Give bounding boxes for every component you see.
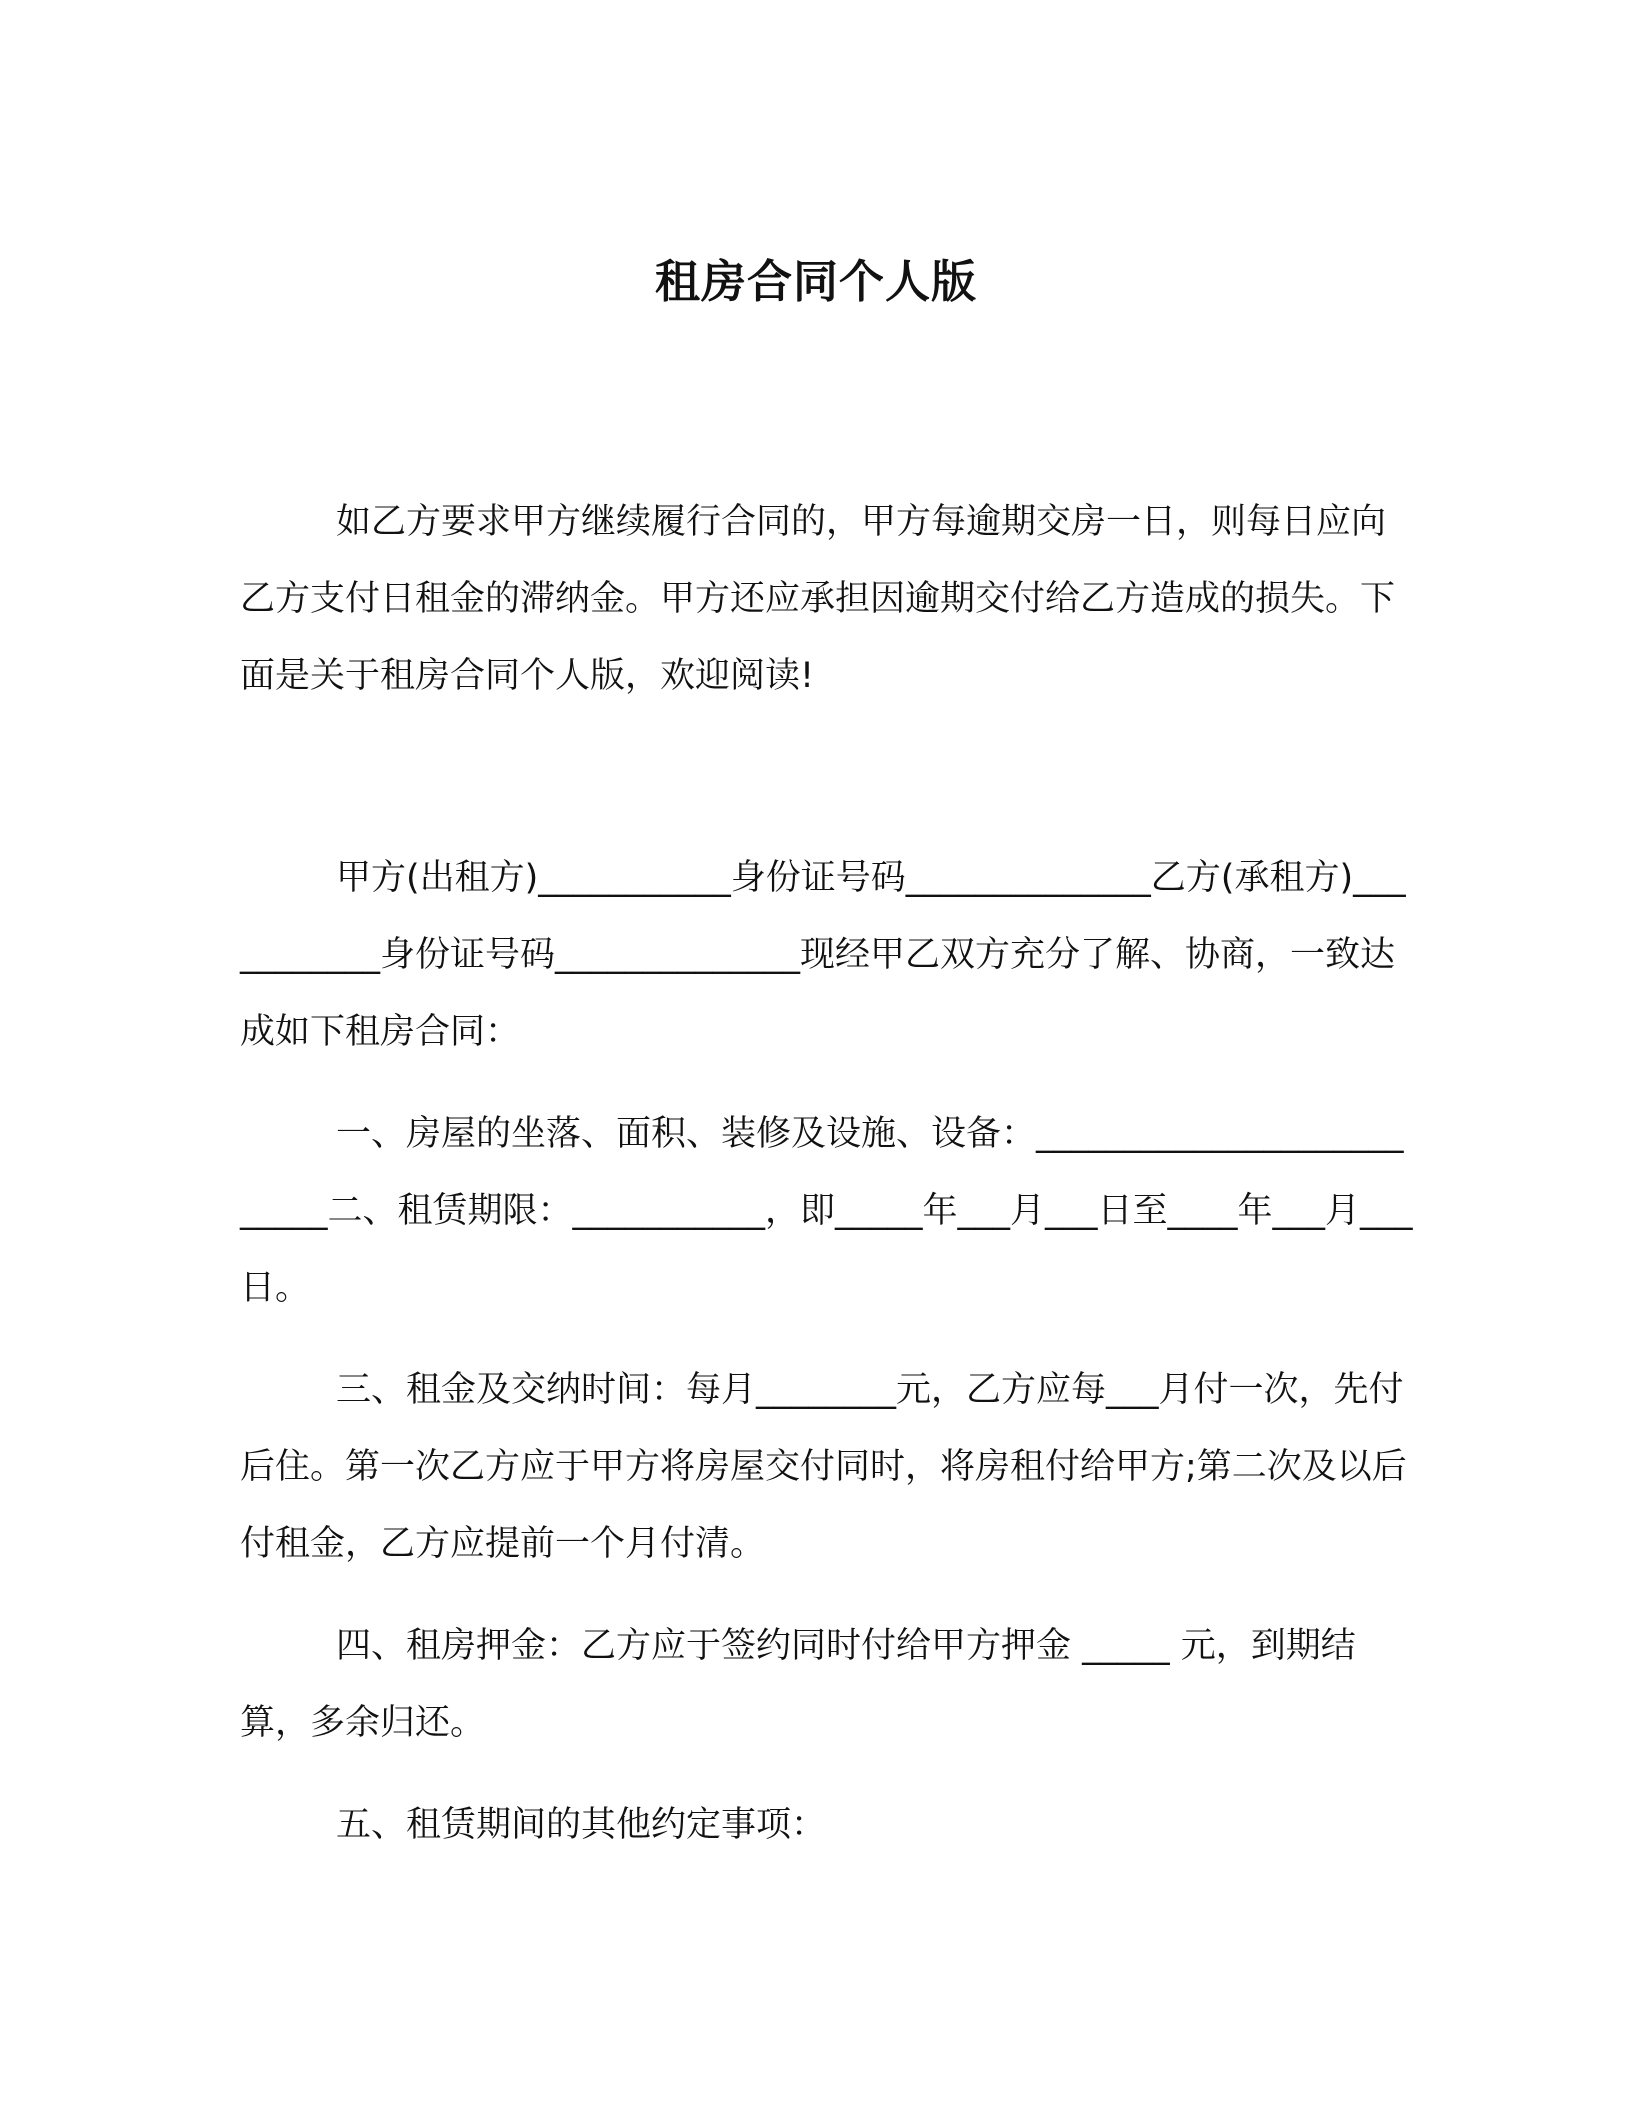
intro-paragraph: 如乙方要求甲方继续履行合同的，甲方每逾期交房一日，则每日应向乙方支付日租金的滞纳金。甲方还应承担因逾期交付给乙方造成的损失。下面是关于租房合同个人版，欢迎阅读! <box>240 502 1396 696</box>
section-property-and-term: 一、房屋的坐落、面积、装修及设施、设备：__________________________二、租赁期限：___________，即_____年___月___日至____年___月___日。 <box>240 1114 1413 1308</box>
parties-paragraph: 甲方(出租方)___________身份证号码______________乙方(承租方)___________身份证号码______________现经甲乙双方充分了解、协商，一致达成如下租房合同： <box>240 858 1406 1052</box>
section-other-terms: 五、租赁期间的其他约定事项： <box>336 1805 827 1845</box>
section-rent-and-payment: 三、租金及交纳时间：每月________元，乙方应每___月付一次，先付后住。第一次乙方应于甲方将房屋交付同时，将房租付给甲方;第二次及以后付租金，乙方应提前一个月付清。 <box>240 1370 1407 1564</box>
document-title: 租房合同个人版 <box>654 255 977 309</box>
section-deposit: 四、租房押金：乙方应于签约同时付给甲方押金 _____ 元，到期结算，多余归还。 <box>240 1626 1356 1743</box>
